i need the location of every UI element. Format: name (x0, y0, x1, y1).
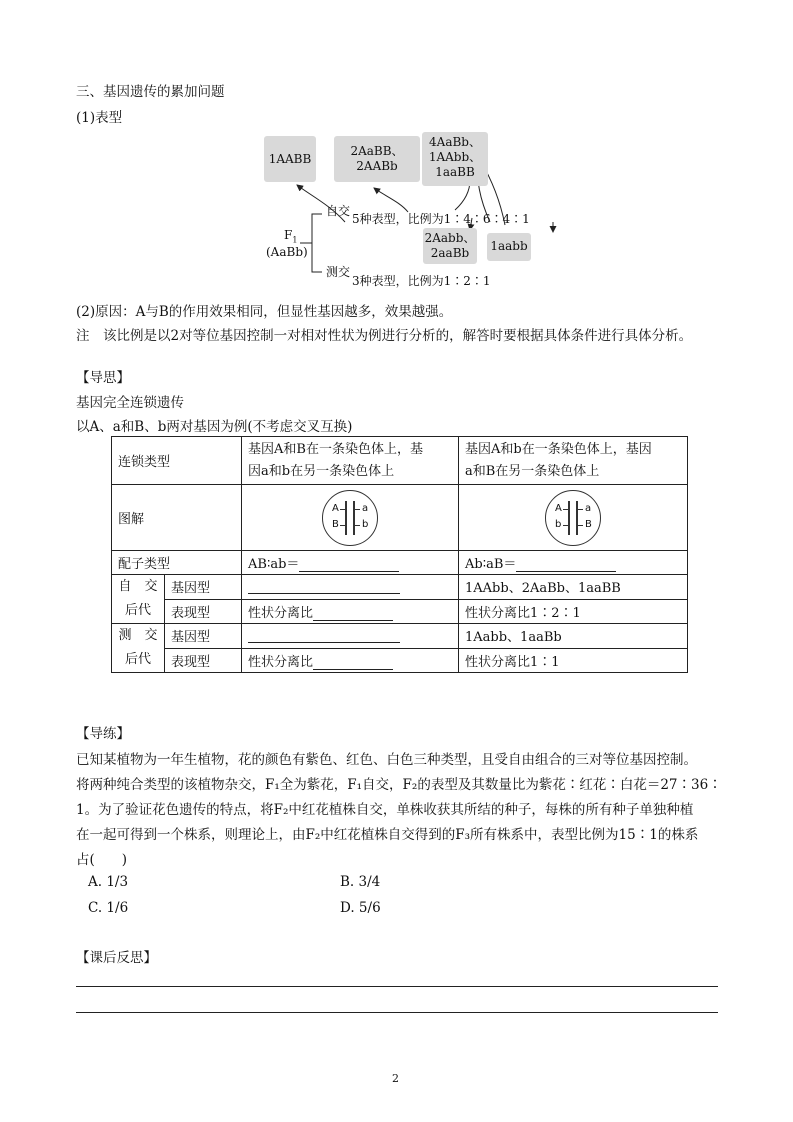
test-cross-result: 3种表型，比例为1∶2∶1 (352, 274, 491, 288)
f1-genotype: (AaBb) (266, 245, 308, 259)
practice-line-2: 将两种纯合类型的该植物杂交，F₁全为紫花，F₁自交，F₂的表型及其数量比为紫花∶红花∶白花＝27∶36∶ (76, 777, 722, 793)
section-heading: 三、基因遗传的累加问题 (76, 84, 225, 100)
gamete-cell-1: AB∶ab＝ (242, 551, 459, 575)
genotype-box-4: 2Aabb、 2aaBb (423, 228, 477, 264)
note-text: 注 该比例是以2对等位基因控制一对相对性状为例进行分析的，解答时要根据具体条件进行具体分析。 (76, 328, 693, 344)
page-number: 2 (392, 1072, 399, 1085)
test-genotype-value: 1Aabb、1aaBb (459, 624, 688, 649)
test-phenotype-label: 表现型 (165, 648, 242, 673)
option-d[interactable]: D. 5/6 (340, 900, 381, 916)
practice-line-5: 占( ) (76, 852, 128, 868)
test-genotype-label: 基因型 (165, 624, 242, 649)
self-cross-label: 自交 (326, 204, 351, 218)
f1-label: $F_1$ (284, 228, 298, 245)
cell-circle-icon: A b a B (545, 490, 601, 546)
option-c[interactable]: C. 1/6 (88, 900, 129, 916)
header-linkage-type: 连锁类型 (112, 437, 242, 485)
test-phenotype-blank: 性状分离比 (242, 648, 459, 673)
gamete-cell-2: Ab∶aB＝ (459, 551, 688, 575)
genotype-box-2: 2AaBB、 2AABb (334, 136, 420, 182)
self-phenotype-label: 表现型 (165, 599, 242, 624)
self-phenotype-value: 性状分离比1∶2∶1 (459, 599, 688, 624)
genotype-box-5: 1aabb (487, 233, 531, 261)
guide-topic: 基因完全连锁遗传 (76, 395, 184, 411)
self-phenotype-blank: 性状分离比 (242, 599, 459, 624)
row-gamete-label: 配子类型 (112, 551, 242, 575)
test-phenotype-value: 性状分离比1∶1 (459, 648, 688, 673)
linkage-table (111, 436, 688, 673)
practice-title: 【导练】 (76, 726, 130, 742)
reflection-line-1[interactable] (76, 986, 718, 987)
guide-intro: 以A、a和B、b两对基因为例(不考虑交叉互换) (76, 419, 353, 435)
guide-title: 【导思】 (76, 370, 130, 386)
option-b[interactable]: B. 3/4 (340, 874, 381, 890)
practice-line-1: 已知某植物为一年生植物，花的颜色有紫色、红色、白色三种类型，且受自由组合的三对等位基因控制。 (76, 752, 697, 768)
self-genotype-blank (242, 575, 459, 600)
test-cross-label: 测交 (326, 265, 351, 279)
subheading-phenotype: (1)表型 (76, 110, 123, 126)
chromosome-diagram-2 (459, 485, 688, 551)
test-genotype-blank (242, 624, 459, 649)
self-genotype-label: 基因型 (165, 575, 242, 600)
practice-line-3: 1。为了验证花色遗传的特点，将F₂中红花植株自交，单株收获其所结的种子，每株的所有种子单独种植 (76, 802, 694, 818)
practice-line-4: 在一起可得到一个株系，则理论上，由F₂中红花植株自交得到的F₃所有株系中，表型比例为15∶1的株系 (76, 827, 699, 843)
reflection-title: 【课后反思】 (76, 950, 157, 966)
test-cross-offspring-label: 测 交 后代 (112, 624, 165, 673)
header-col2: 基因A和b在一条染色体上，基因 a和B在另一条染色体上 (459, 437, 688, 485)
option-a[interactable]: A. 1/3 (88, 874, 129, 890)
self-genotype-value: 1AAbb、2AaBb、1aaBB (459, 575, 688, 600)
reason-text: (2)原因：A与B的作用效果相同，但显性基因越多，效果越强。 (76, 304, 453, 320)
reflection-line-2[interactable] (76, 1012, 718, 1013)
cell-circle-icon: A B a b (322, 490, 378, 546)
row-diagram-label: 图解 (112, 485, 242, 551)
genotype-box-3: 4AaBb、 1AAbb、 1aaBB (422, 132, 488, 186)
self-cross-result: 5种表型，比例为1∶4∶6∶4∶1 (352, 212, 530, 226)
genotype-box-aabb-1: 1AABB (264, 136, 316, 182)
self-cross-offspring-label: 自 交 后代 (112, 575, 165, 624)
chromosome-diagram-1 (242, 485, 459, 551)
header-col1: 基因A和B在一条染色体上，基 因a和b在另一条染色体上 (242, 437, 459, 485)
